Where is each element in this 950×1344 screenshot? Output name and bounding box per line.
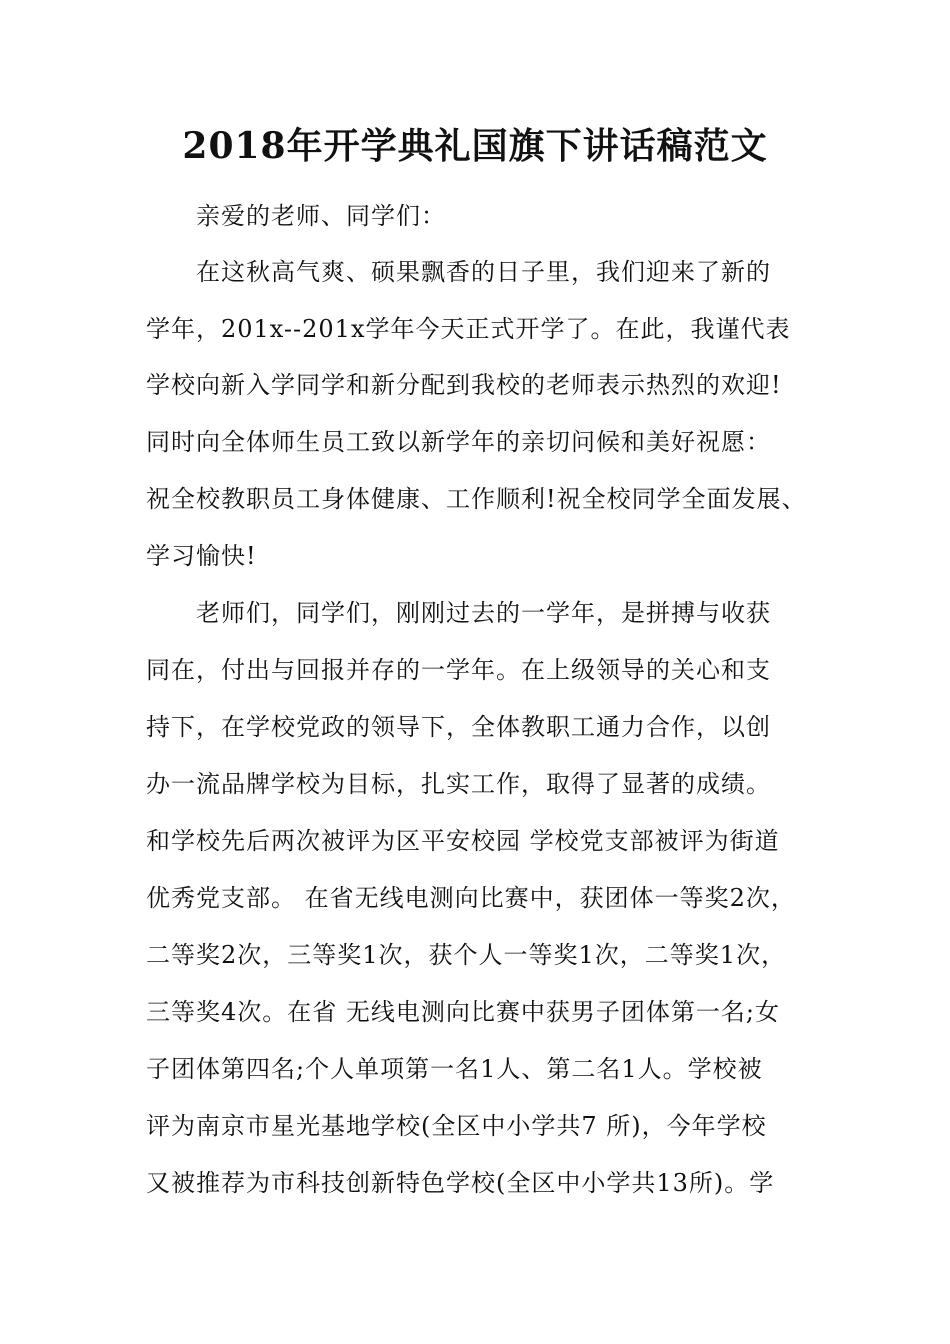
document-title: 2018年开学典礼国旗下讲话稿范文 (182, 125, 768, 167)
paragraph-line: 二等奖2次，三等奖1次，获个人一等奖1次，二等奖1次， (146, 941, 787, 969)
paragraph-line: 学年，201x--201x学年今天正式开学了。在此，我谨代表 (146, 315, 791, 343)
paragraph-line: 在这秋高气爽、硕果飘香的日子里，我们迎来了新的 (196, 258, 771, 286)
salutation: 亲爱的老师、同学们： (196, 202, 446, 230)
paragraph-line: 学习愉快! (146, 542, 257, 570)
paragraph-line: 持下，在学校党政的领导下，全体教职工通力合作，以创 (146, 713, 771, 741)
paragraph-line: 学校向新入学同学和新分配到我校的老师表示热烈的欢迎! (146, 371, 782, 399)
paragraph-line: 又被推荐为市科技创新特色学校(全区中小学共13所)。学 (146, 1169, 775, 1197)
paragraph-line: 和学校先后两次被评为区平安校园 学校党支部被评为街道 (146, 827, 780, 855)
paragraph-line: 三等奖4次。在省 无线电测向比赛中获男子团体第一名;女 (146, 998, 780, 1026)
paragraph-line: 优秀党支部。 在省无线电测向比赛中，获团体一等奖2次， (146, 884, 796, 912)
paragraph-line: 同时向全体师生员工致以新学年的亲切问候和美好祝愿： (146, 428, 771, 456)
paragraph-line: 办一流品牌学校为目标，扎实工作，取得了显著的成绩。 (146, 770, 771, 798)
paragraph-line: 祝全校教职员工身体健康、工作顺利!祝全校同学全面发展、 (146, 485, 807, 513)
paragraph-line: 同在，付出与回报并存的一学年。在上级领导的关心和支 (146, 656, 771, 684)
paragraph-line: 老师们，同学们，刚刚过去的一学年，是拼搏与收获 (196, 599, 771, 627)
paragraph-line: 子团体第四名;个人单项第一名1人、第二名1人。学校被 (146, 1055, 763, 1083)
paragraph-line: 评为南京市星光基地学校(全区中小学共7 所)，今年学校 (146, 1112, 767, 1140)
